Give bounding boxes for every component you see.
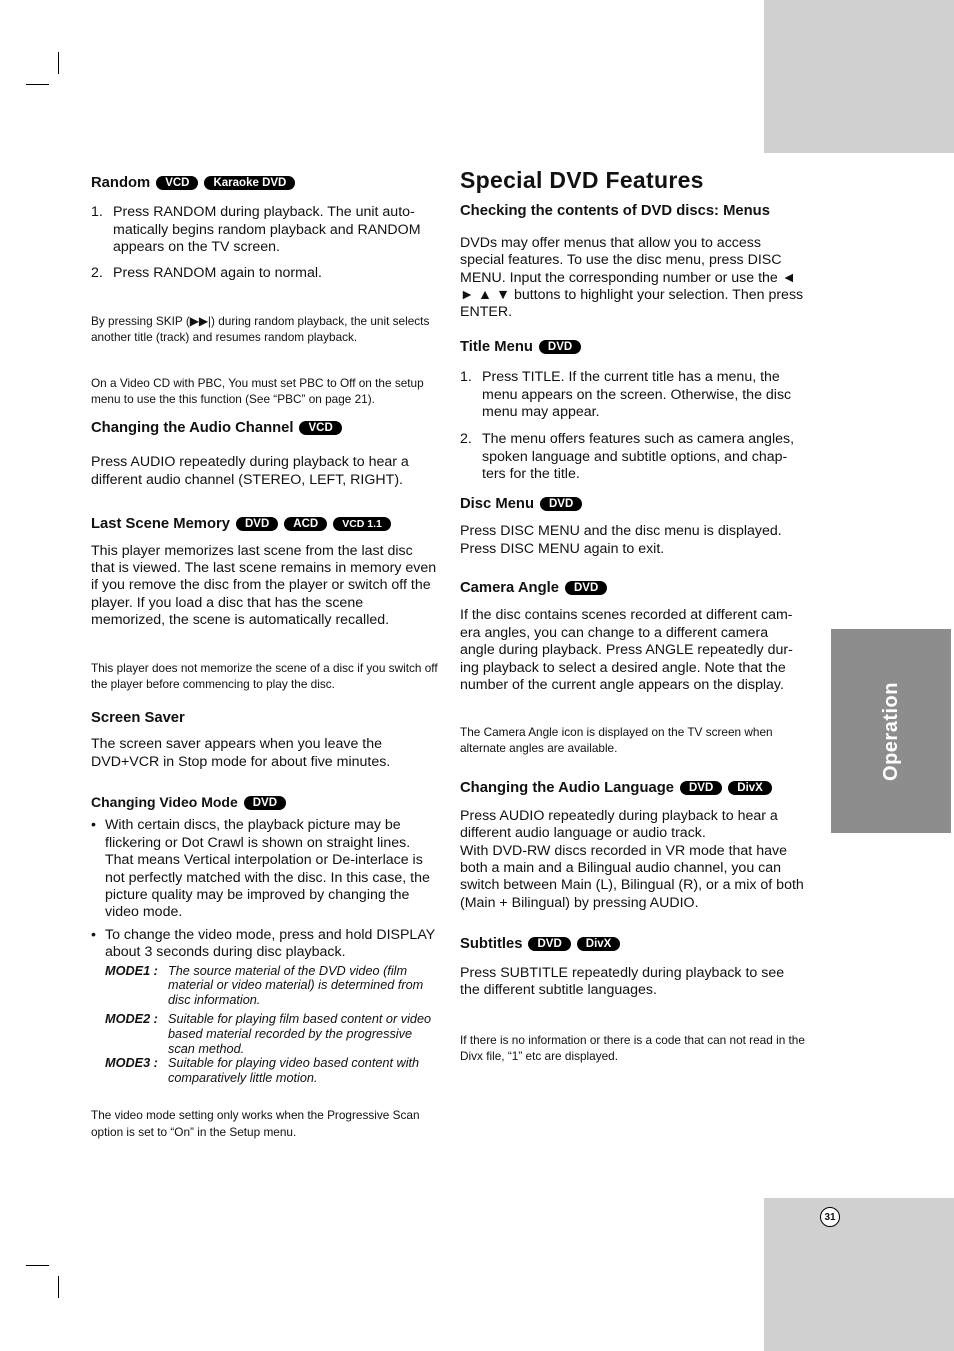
audio-language-text: Press AUDIO repeatedly during playback to hear a different audio language or audio track. [460,807,778,842]
subtitles-text: Press SUBTITLE repeatedly during playback to see the different subtitle languages. [460,964,785,998]
subtitles-heading: Subtitles DVD DivX [460,936,806,953]
audio-language-text-vr: With DVD-RW discs recorded in VR mode that have both a main and a Bilingual audio channel, you can switch between Main (L), Bilingual (R), or a mix of both (Main + Bilingual) by pressing AUDIO. [460,842,804,911]
crop-mark [58,52,59,74]
video-mode-note: The video mode setting only works when the Progressive Scan option is set to “On” in the Setup menu. [91,1108,420,1140]
title-menu-heading: Title Menu DVD [460,339,806,356]
badge-vcd: VCD [299,421,341,435]
camera-angle-text: If the disc contains scenes recorded at different cam-era angles, you can change to a different camera angle during playback. Press ANGLE repeatedly dur-ing playback to select a desired angle. Note that the number of the current angle appears on the display. [460,607,793,693]
screen-saver-text: The screen saver appears when you leave the DVD+VCR in Stop mode for about five minutes. [91,736,391,770]
badge-acd: ACD [284,517,327,531]
disc-menu-heading: Disc Menu DVD [460,496,806,513]
mode-item: MODE2 : Suitable for playing film based content or video based material recorded by the progressive scan method. [105,1012,432,1056]
crop-mark [26,1265,49,1266]
audio-language-heading: Changing the Audio Language DVD DivX [460,780,806,797]
list-item: • With certain discs, the playback picture may be flickering or Dot Crawl is shown on straight lines. That means Vertical interpolation or De-interlace is not perfectly matched with the disc. In this case, the picture quality may be improved by changing the video mode. [91,817,430,921]
badge-vcd: VCD [156,176,198,190]
video-mode-heading: Changing Video Mode DVD [91,794,439,811]
badge-dvd: DVD [236,517,278,531]
screen-saver-heading: Screen Saver [91,709,185,726]
random-heading: Random VCD Karaoke DVD [91,175,439,192]
crop-mark [58,1276,59,1298]
section-tab-label: Operation [879,681,902,781]
badge-divx: DivX [577,937,621,951]
section-tab [831,629,951,833]
badge-dvd: DVD [565,581,607,595]
mode-item: MODE3 : Suitable for playing video based content with comparatively little motion. [105,1056,420,1085]
random-steps [91,204,439,282]
badge-divx: DivX [728,781,772,795]
random-note-pbc: On a Video CD with PBC, You must set PBC to Off on the setup menu to use the this function (See “PBC” on page 21). [91,376,424,407]
badge-dvd: DVD [540,497,582,511]
badge-dvd: DVD [539,340,581,354]
badge-dvd: DVD [680,781,722,795]
last-scene-note: This player does not memorize the scene of a disc if you switch off the player before commencing to play the disc. [91,660,438,691]
random-note-skip: By pressing SKIP (▶▶|) during random playback, the unit selects another title (track) and resumes random playback. [91,314,430,345]
camera-angle-heading: Camera Angle DVD [460,580,806,597]
menus-heading: Checking the contents of DVD discs: Menus [460,203,770,220]
subtitles-note: If there is no information or there is a code that can not read in the Divx file, “1” etc are displayed. [460,1033,805,1064]
right-column [460,167,806,1064]
left-column [91,175,439,1141]
last-scene-heading: Last Scene Memory DVD ACD VCD 1.1 [91,516,439,533]
video-mode-list [91,964,439,1086]
mode-item: MODE1 : The source material of the DVD video (film material or video material) is determined from disc information. [105,963,424,1007]
badge-karaoke-dvd: Karaoke DVD [204,176,295,190]
last-scene-text: This player memorizes last scene from the last disc that is viewed. The last scene remains in memory even if you remove the disc from the player or switch off the player. If you load a disc that has the scene memorized, the scene is automatically recalled. [91,542,437,629]
audio-channel-text: Press AUDIO repeatedly during playback to hear a different audio channel (STEREO, LEFT, RIGHT). [91,454,409,488]
badge-dvd: DVD [244,796,286,810]
list-item: 2. Press RANDOM again to normal. [91,264,322,281]
list-item: 1. Press RANDOM during playback. The unit auto-matically begins random playback and RANDOM appears on the TV screen. [91,204,421,256]
crop-mark [26,84,49,85]
disc-menu-text: Press DISC MENU and the disc menu is displayed. Press DISC MENU again to exit. [460,523,782,557]
badge-dvd: DVD [528,937,570,951]
side-band-top [764,0,954,153]
audio-channel-heading: Changing the Audio Channel VCD [91,420,439,437]
list-item: 1. Press TITLE. If the current title has a menu, the menu appears on the screen. Otherwise, the disc menu may appear. [460,369,792,421]
side-band-bottom [764,1198,954,1351]
page-number: 31 [820,1207,840,1227]
camera-angle-note: The Camera Angle icon is displayed on the TV screen when alternate angles are available. [460,725,773,756]
page-title: Special DVD Features [460,167,704,193]
list-item: • To change the video mode, press and hold DISPLAY about 3 seconds during disc playback. [91,926,435,961]
video-mode-bullets [91,817,439,961]
badge-vcd-1-1: VCD 1.1 [333,517,391,531]
menus-text: DVDs may offer menus that allow you to access special features. To use the disc menu, press DISC MENU. Input the corresponding number or use the ◄ ► ▲ ▼ buttons to highlight your selection. Then press ENTER. [460,234,804,321]
list-item: 2. The menu offers features such as camera angles, spoken language and subtitle options, and chap-ters for the title. [460,431,795,483]
title-menu-steps [460,369,806,483]
